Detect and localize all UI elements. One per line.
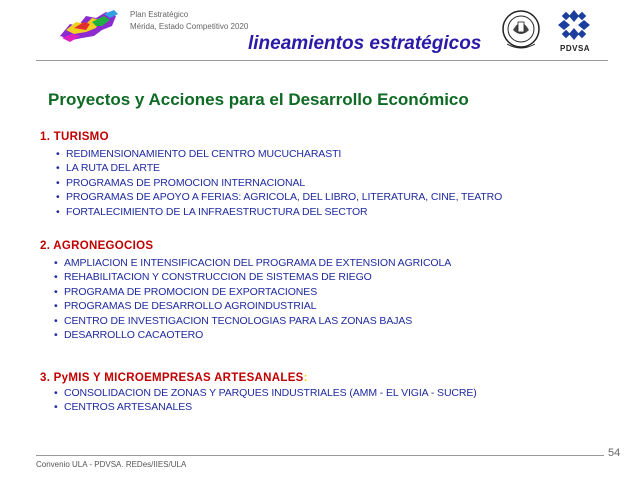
bullet: • bbox=[54, 271, 58, 284]
map-logo-icon bbox=[56, 6, 120, 44]
list-item-text: DESARROLLO CACAOTERO bbox=[64, 329, 204, 342]
bullet: • bbox=[56, 148, 60, 160]
section-title-suffix: : bbox=[303, 372, 308, 384]
list-item bbox=[54, 386, 477, 400]
list-item bbox=[54, 328, 451, 342]
bullet: • bbox=[56, 191, 60, 204]
list-item bbox=[56, 161, 502, 175]
bullet: • bbox=[56, 176, 60, 189]
bullet: • bbox=[54, 314, 58, 327]
list-item bbox=[54, 285, 451, 299]
header-title: lineamientos estratégicos bbox=[248, 33, 482, 54]
list-item-text: CENTROS ARTESANALES bbox=[64, 401, 193, 414]
page-number: 54 bbox=[608, 447, 621, 459]
bullet: • bbox=[54, 329, 58, 342]
list-item-text: REHABILITACION Y CONSTRUCCION DE SISTEMAS DE RIEGO bbox=[64, 271, 372, 284]
list-item bbox=[54, 400, 477, 414]
section-list-turismo bbox=[56, 147, 502, 219]
bullet: • bbox=[54, 387, 58, 399]
section-list-pymis bbox=[54, 386, 477, 415]
list-item bbox=[56, 176, 502, 190]
section-list-agronegocios bbox=[54, 256, 451, 342]
list-item bbox=[56, 190, 502, 204]
list-item bbox=[56, 147, 502, 161]
bullet: • bbox=[54, 300, 58, 313]
footer-text: Convenio ULA - PDVSA. REDes/IIES/ULA bbox=[36, 460, 187, 469]
bullet: • bbox=[54, 285, 58, 298]
list-item bbox=[54, 270, 451, 284]
list-item bbox=[56, 205, 502, 219]
header-subtitle: Mérida, Estado Competitivo 2020 bbox=[130, 22, 249, 31]
bullet: • bbox=[56, 205, 60, 218]
list-item-text: LA RUTA DEL ARTE bbox=[66, 162, 160, 175]
list-item-text: PROGRAMAS DE PROMOCION INTERNACIONAL bbox=[66, 176, 306, 189]
section-title-turismo: 1. TURISMO bbox=[40, 131, 109, 143]
list-item-text: PROGRAMA DE PROMOCION DE EXPORTACIONES bbox=[64, 285, 318, 298]
list-item bbox=[54, 256, 451, 270]
list-item-text: PROGRAMAS DE APOYO A FERIAS: AGRICOLA, DEL LIBRO, LITERATURA, CINE, TEATRO bbox=[66, 191, 503, 204]
seal-icon bbox=[501, 8, 541, 52]
list-item-text: PROGRAMAS DE DESARROLLO AGROINDUSTRIAL bbox=[64, 300, 317, 313]
bullet: • bbox=[56, 162, 60, 175]
page-title: Proyectos y Acciones para el Desarrollo Económico bbox=[48, 90, 469, 109]
pdvsa-label: PDVSA bbox=[560, 44, 591, 53]
header-divider bbox=[36, 60, 608, 61]
section-title-pymis bbox=[40, 372, 308, 384]
list-item-text: REDIMENSIONAMIENTO DEL CENTRO MUCUCHARASTI bbox=[66, 148, 342, 160]
bullet: • bbox=[54, 401, 58, 414]
list-item-text: CONSOLIDACION DE ZONAS Y PARQUES INDUSTRIALES (AMM - EL VIGIA - SUCRE) bbox=[64, 387, 477, 399]
footer-divider bbox=[36, 455, 604, 456]
section-title-agronegocios: 2. AGRONEGOCIOS bbox=[40, 240, 154, 252]
bullet: • bbox=[54, 257, 58, 269]
header-plan-text: Plan Estratégico bbox=[130, 10, 189, 19]
pdvsa-logo-icon bbox=[554, 8, 594, 42]
list-item-text: AMPLIACION E INTENSIFICACION DEL PROGRAMA DE EXTENSION AGRICOLA bbox=[64, 257, 452, 269]
list-item bbox=[54, 299, 451, 313]
list-item bbox=[54, 314, 451, 328]
list-item-text: FORTALECIMIENTO DE LA INFRAESTRUCTURA DEL SECTOR bbox=[66, 205, 368, 218]
section-title-text: 3. PyMIS Y MICROEMPRESAS ARTESANALES bbox=[40, 372, 304, 384]
list-item-text: CENTRO DE INVESTIGACION TECNOLOGIAS PARA LAS ZONAS BAJAS bbox=[64, 314, 413, 327]
